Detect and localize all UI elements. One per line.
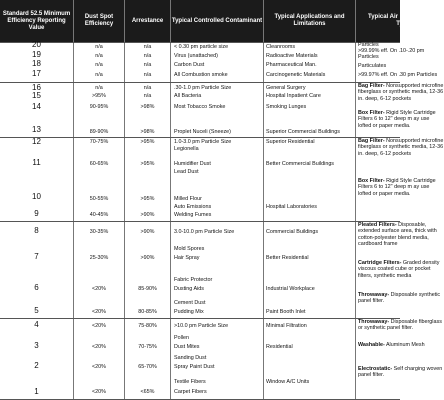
merv-value: 16	[32, 83, 41, 92]
contaminant-text: Virus (unattached)	[174, 53, 218, 59]
dust-spot-value: 25-30%	[89, 255, 109, 261]
arrestance-value: 65-70%	[138, 364, 157, 370]
merv-value: 20	[32, 40, 41, 49]
filter-text: Particles	[358, 54, 379, 60]
contaminant-text: All Bacteria	[174, 93, 202, 99]
application-text: Residential	[266, 344, 293, 350]
contaminant-text: Most Tobacco Smoke	[174, 104, 226, 110]
merv-value: 15	[32, 91, 41, 100]
dust-spot-value: 70-75%	[89, 139, 109, 145]
contaminant-text: < 0.30 pm particle size	[174, 44, 229, 50]
arrestance-value: 70-75%	[138, 344, 157, 350]
application-text: General Surgery	[266, 85, 306, 91]
contaminant-text: >10.0 pm Particle Size	[174, 323, 229, 329]
arrestance-value: >98%	[140, 129, 155, 135]
arrestance-value: n/a	[143, 53, 152, 59]
contaminant-text: Carbon Dust	[174, 62, 205, 68]
arrestance-value: 85-90%	[138, 286, 157, 292]
arrestance-value: >98%	[140, 104, 155, 110]
row-divider	[0, 318, 400, 319]
contaminant-text: Mold Spores	[174, 246, 205, 252]
contaminant-text: Milled Flour	[174, 196, 202, 202]
filter-description: Box Filter- Rigid Style Cartridge Filters 6 to 12" deep m ay use lofted or paper media.	[358, 110, 436, 129]
arrestance-value: <65%	[140, 389, 155, 395]
application-text: Superior Residential	[266, 139, 315, 145]
merv-value: 12	[32, 137, 41, 146]
contaminant-text: Auto Emissions	[174, 204, 212, 210]
row-divider	[0, 82, 400, 83]
arrestance-value: n/a	[143, 93, 152, 99]
arrestance-value: n/a	[143, 72, 152, 78]
contaminant-text: Proplet Nuceli (Sneeze)	[174, 129, 231, 135]
application-text: Window A/C Units	[266, 379, 310, 385]
dust-spot-value: 89-90%	[89, 129, 109, 135]
arrestance-value: >95%	[140, 139, 155, 145]
dust-spot-value: n/a	[95, 85, 103, 91]
dust-spot-value: >95%	[92, 93, 106, 99]
contaminant-text: Spray Paint Dust	[174, 364, 215, 370]
contaminant-text: Cement Dust	[174, 300, 206, 306]
merv-value: 7	[34, 252, 39, 261]
contaminant-text: Hair Spray	[174, 255, 200, 261]
dust-spot-value: <20%	[92, 309, 106, 315]
application-text: Hospital Inpatient Care	[266, 93, 321, 99]
application-text: Better Commercial Buildings	[266, 161, 335, 167]
contaminant-text: .30-1.0 pm Particle Size	[174, 85, 232, 91]
filter-text: >99.97% eff. On .30 pm Particles	[358, 72, 438, 78]
merv-value: 14	[32, 102, 41, 111]
merv-value: 13	[32, 125, 41, 134]
arrestance-value: >90%	[140, 229, 155, 235]
contaminant-text: Textile Fibers	[174, 379, 206, 385]
dust-spot-value: <20%	[92, 364, 106, 370]
contaminant-text: All Combustion smoke	[174, 72, 228, 78]
contaminant-text: Pollen	[174, 335, 189, 341]
dust-spot-value: 90-95%	[89, 104, 109, 110]
filter-description: Washable- Aluminum Mesh	[358, 342, 425, 348]
application-text: Better Residential	[266, 255, 309, 261]
filter-text: Particles	[358, 42, 379, 48]
arrestance-value: >95%	[140, 196, 155, 202]
dust-spot-value: <20%	[92, 286, 106, 292]
dust-spot-value: n/a	[95, 62, 103, 68]
header-filter-type: Typical Air Filter/Cleaner Type	[367, 14, 439, 27]
filter-description: Throwaway- Disposable synthetic panel filter.	[358, 292, 441, 305]
contaminant-text: Legionella	[174, 146, 199, 152]
column-divider	[355, 0, 356, 400]
application-text: Minimal Filtration	[266, 323, 307, 329]
merv-value: 4	[34, 320, 39, 329]
filter-description: Bag Filter- Nonsupported microfine fiberglass or synthetic media, 12-36 in. deep, 6-12 pockets	[358, 83, 444, 102]
merv-value: 3	[34, 341, 39, 350]
dust-spot-value: <20%	[92, 389, 106, 395]
header-dust-spot: Dust Spot Efficiency	[84, 14, 114, 27]
filter-description: Box Filter- Rigid Style Cartridge Filters 6 to 12" deep m ay use lofted or paper media.	[358, 178, 436, 197]
merv-value: 1	[34, 387, 39, 396]
application-text: Smoking Lunges	[266, 104, 307, 110]
arrestance-value: n/a	[143, 85, 152, 91]
application-text: Superior Commercial Buildings	[266, 129, 341, 135]
header-arrestance: Arrestance	[131, 17, 164, 24]
dust-spot-value: n/a	[95, 53, 103, 59]
application-text: Radioactive Materials	[266, 53, 318, 59]
dust-spot-value: n/a	[95, 44, 103, 50]
dust-spot-value: 30-35%	[89, 229, 109, 235]
arrestance-value: n/a	[143, 62, 152, 68]
column-divider	[263, 0, 264, 400]
merv-value: 8	[34, 226, 39, 235]
contaminant-text: Carpet Fibers	[174, 389, 207, 395]
application-text: Industrial Workplace	[266, 286, 315, 292]
dust-spot-value: n/a	[95, 72, 103, 78]
arrestance-value: 80-85%	[138, 309, 157, 315]
merv-value: 17	[32, 69, 41, 78]
filter-description: Cartridge Filters- Graded density viscous coated cube or pocket filters, synthetic media	[358, 260, 440, 279]
arrestance-value: >90%	[140, 212, 155, 218]
contaminant-text: Fabric Protector	[174, 277, 213, 283]
application-text: Cleanrooms	[266, 44, 296, 50]
application-text: Commercial Buildings	[266, 229, 319, 235]
merv-value: 18	[32, 59, 41, 68]
filter-description: Throwaway- Disposable fiberglass or synthetic panel filter.	[358, 319, 442, 332]
contaminant-text: 3.0-10.0 pm Particle Size	[174, 229, 235, 235]
contaminant-text: Humidifier Dust	[174, 161, 211, 167]
filter-description: Pleated Filters- Disposable, extended surface area, thick with cotton-polyester blend media, cardboard frame	[358, 222, 437, 248]
merv-value: 9	[34, 209, 39, 218]
merv-value: 10	[32, 192, 41, 201]
filter-text: Particulates	[358, 63, 387, 69]
application-text: Paint Booth Inlet	[266, 309, 306, 315]
contaminant-text: Pudding Mix	[174, 309, 204, 315]
arrestance-value: 75-80%	[138, 323, 157, 329]
arrestance-value: n/a	[143, 44, 152, 50]
header-merv: Standard 52.5 Minimum Efficiency Reporting Value	[2, 10, 71, 31]
header-contaminant: Typical Controlled Contaminant	[171, 17, 263, 24]
header-applications: Typical Applications and Limitations	[274, 14, 345, 27]
dust-spot-value: <20%	[92, 323, 106, 329]
merv-value: 5	[34, 306, 39, 315]
merv-value: 6	[34, 283, 39, 292]
filter-description: Electrostatic- Self charging woven panel filter.	[358, 366, 443, 379]
filter-description: Bag Filter- Nonsupported microfine fiberglass or synthetic media, 12-36 in. deep, 6-12 pockets	[358, 138, 444, 157]
merv-value: 11	[32, 158, 41, 167]
table-header	[0, 0, 439, 42]
filter-text: >99.99% eff. On .10-.20 pm	[358, 48, 425, 54]
arrestance-value: >90%	[140, 255, 155, 261]
application-text: Carcinogenetic Materials	[266, 72, 326, 78]
application-text: Hospital Laboratories	[266, 204, 317, 210]
contaminant-text: 1.0-3.0 pm Particle Size	[174, 139, 232, 145]
merv-value: 19	[32, 50, 41, 59]
arrestance-value: >95%	[140, 161, 155, 167]
dust-spot-value: 50-55%	[89, 196, 109, 202]
contaminant-text: Sanding Dust	[174, 355, 207, 361]
contaminant-text: Dusting Aids	[174, 286, 204, 292]
contaminant-text: Dust Mites	[174, 344, 200, 350]
contaminant-text: Lead Dust	[174, 169, 199, 175]
row-divider	[0, 221, 400, 222]
contaminant-text: Welding Fumes	[174, 212, 212, 218]
dust-spot-value: <20%	[92, 344, 106, 350]
dust-spot-value: 60-65%	[89, 161, 109, 167]
dust-spot-value: 40-45%	[89, 212, 109, 218]
application-text: Pharmaceutical Man.	[266, 62, 317, 68]
column-divider	[170, 0, 171, 400]
merv-value: 2	[34, 361, 39, 370]
